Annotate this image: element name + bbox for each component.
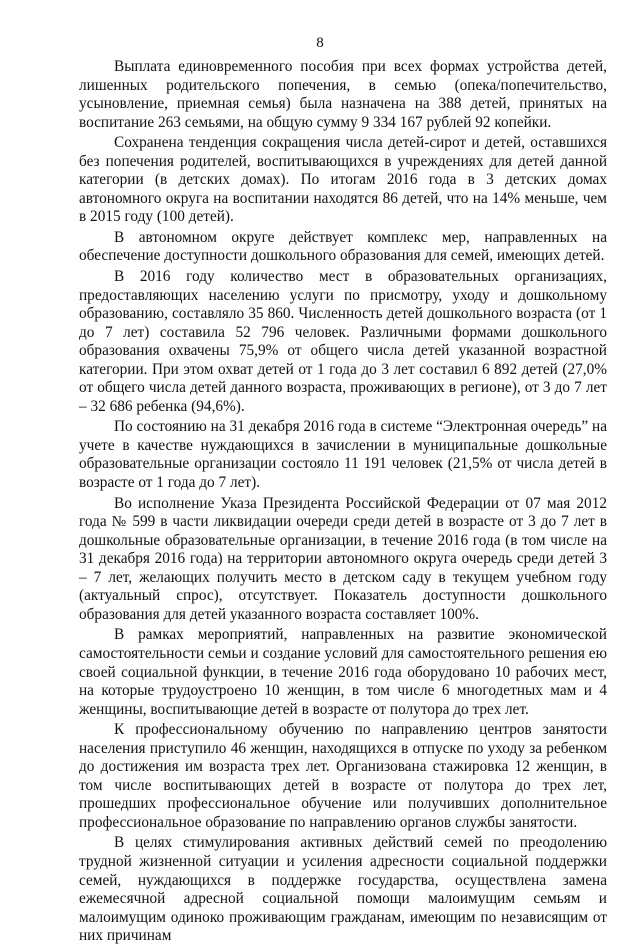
paragraph-family-self-reliance: В рамках мероприятий, направленных на развитие экономической самостоятельности семьи и создание условий для самостоятельного решения ею своей социальной функции, в течение 2016 года оборудовано 10 рабочих мест, на которые трудоустроено 10 женщин, в том числе 6 многодетных мам и 4 женщины, воспитывающие детей в возрасте от полутора до трех лет. [79, 626, 607, 718]
paragraph-electronic-queue: По состоянию на 31 декабря 2016 года в системе “Электронная очередь” на учете в качестве нуждающихся в зачислении в муниципальные дошкольные образовательные организации состояло 11 191 человек (21,5% от числа детей в возрасте от 1 года до 7 лет). [79, 418, 607, 492]
paragraph-preschool-places: В 2016 году количество мест в образовательных организациях, предоставляющих населению услуги по присмотру, уходу и дошкольному образованию, составляло 35 860. Численность детей дошкольного возраста (от 1 до 7 лет) составила 52 796 человек. Различными формами дошкольного образования охвачены 75,9% от общего числа детей указанной возрастной категории. При этом охват детей от 1 года до 3 лет составил 6 892 детей (27,0% от общего числа детей данного возраста, проживающих в регионе), от 3 до 7 лет – 32 686 ребенка (94,6%). [79, 268, 607, 415]
body-text [79, 58, 607, 948]
paragraph-lump-sum-allowance: Выплата единовременного пособия при всех формах устройства детей, лишенных родительского попечения, в семью (опека/попечительство, усыновление, приемная семья) была назначена на 388 детей, принятых на воспитание 263 семьями, на общую сумму 9 334 167 рублей 92 копейки. [79, 58, 607, 131]
paragraph-preschool-measures: В автономном округе действует комплекс мер, направленных на обеспечение доступности дошкольного образования для семей, имеющих детей. [79, 228, 607, 265]
page-number: 8 [316, 35, 324, 51]
paragraph-presidential-decree: Во исполнение Указа Президента Российской Федерации от 07 мая 2012 года № 599 в части ликвидации очереди среди детей в возрасте от 3 до 7 лет в дошкольные образовательные организации, в течение 2016 года (в том числе на 31 декабря 2016 года) на территории автономного округа очередь среди детей 3 – 7 лет, желающих получить место в детском саду в текущем учебном году (актуальный спрос), отсутствует. Показатель доступности дошкольного образования для детей указанного возраста составляет 100%. [79, 494, 607, 623]
paragraph-vocational-training: К профессиональному обучению по направлению центров занятости населения приступило 46 женщин, находящихся в отпуске по уходу за ребенком до достижения им возраста трех лет. Организована стажировка 12 женщин, в том числе воспитывающих детей в возрасте от полутора до трех лет, прошедших профессиональное обучение или получивших дополнительное профессиональное образование по направлению органов службы занятости. [79, 721, 607, 831]
paragraph-social-support: В целях стимулирования активных действий семей по преодолению трудной жизненной ситуации и усиления адресности социальной поддержки семей, нуждающихся в поддержке государства, осуществлена замена ежемесячной адресной социальной помощи малоимущим семьям и малоимущим одиноко проживающим гражданам, имеющим по независящим от них причинам [79, 834, 607, 945]
paragraph-orphans-trend: Сохранена тенденция сокращения числа детей-сирот и детей, оставшихся без попечения родителей, воспитывающихся в учреждениях для детей данной категории (в детских домах). По итогам 2016 года в 3 детских домах автономного округа на воспитании находятся 86 детей, что на 14% меньше, чем в 2015 году (100 детей). [79, 134, 607, 226]
